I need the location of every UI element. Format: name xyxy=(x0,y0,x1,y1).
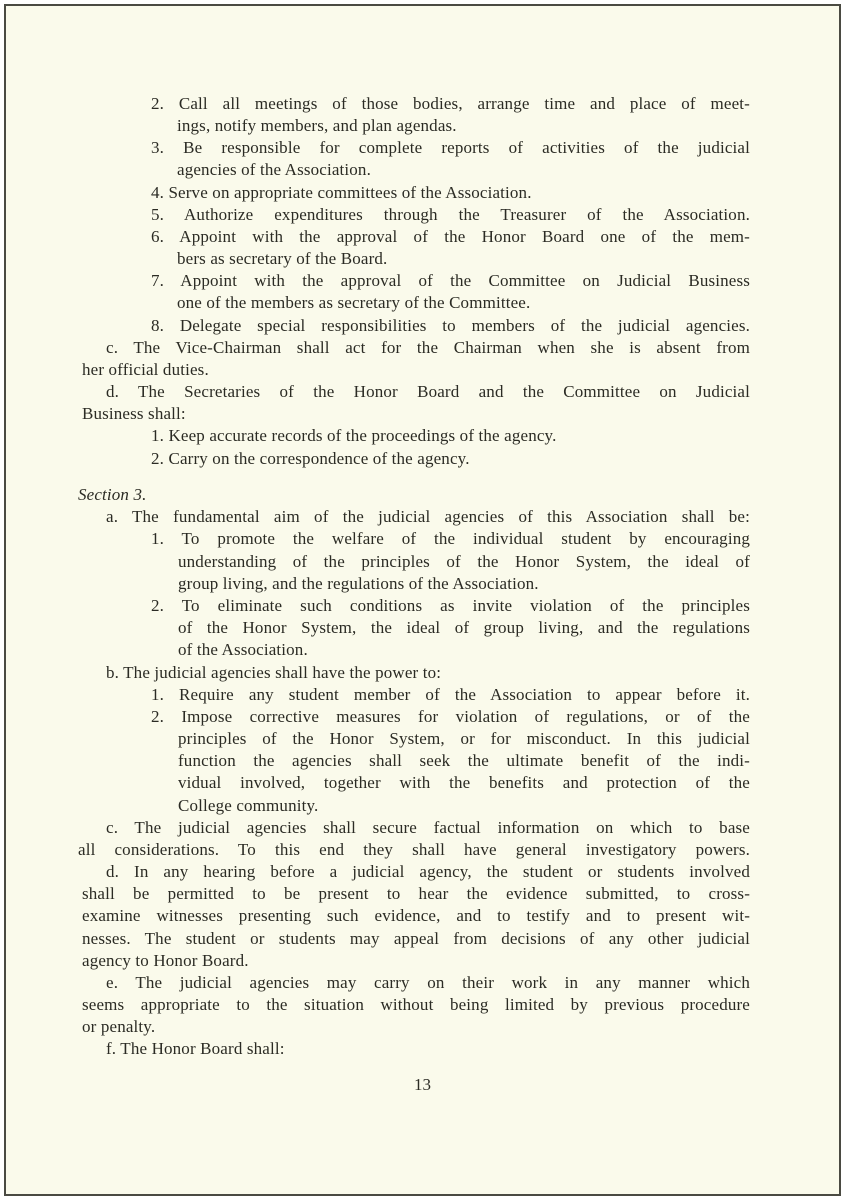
page-number: 13 xyxy=(414,1075,431,1094)
text-line: vidual involved, together with the benefits and protection of the xyxy=(178,773,750,792)
text-line: principles of the Honor System, or for misconduct. In this judicial xyxy=(178,729,750,748)
text-line: 7. Appoint with the approval of the Committee on Judicial Business xyxy=(151,271,750,290)
text-line: College community. xyxy=(178,796,319,815)
text-line: b. The judicial agencies shall have the power to: xyxy=(106,663,442,682)
text-line: function the agencies shall seek the ultimate benefit of the indi- xyxy=(178,751,750,770)
text-line: 1. To promote the welfare of the individual student by encouraging xyxy=(151,529,750,548)
text-line: 2. Call all meetings of those bodies, arrange time and place of meet- xyxy=(151,94,750,113)
text-line: understanding of the principles of the Honor System, the ideal of xyxy=(178,552,750,571)
text-line: f. The Honor Board shall: xyxy=(106,1039,285,1058)
text-line: 8. Delegate special responsibilities to members of the judicial agencies. xyxy=(151,316,750,335)
text-line: seems appropriate to the situation without being limited by previous procedure xyxy=(82,995,750,1014)
text-line: nesses. The student or students may appeal from decisions of any other judicial xyxy=(82,929,750,948)
text-line: c. The judicial agencies shall secure factual information on which to base xyxy=(106,818,750,837)
text-line: 1. Require any student member of the Association to appear before it. xyxy=(151,685,750,704)
text-line: or penalty. xyxy=(82,1017,156,1036)
text-line: e. The judicial agencies may carry on their work in any manner which xyxy=(106,973,750,992)
section-heading: Section 3. xyxy=(78,485,147,504)
text-line: 2. Carry on the correspondence of the agency. xyxy=(151,449,470,468)
text-line: her official duties. xyxy=(82,360,209,379)
text-line: one of the members as secretary of the Committee. xyxy=(177,293,531,312)
text-line: Business shall: xyxy=(82,404,186,423)
text-line: 2. To eliminate such conditions as invite violation of the principles xyxy=(151,596,750,615)
text-line: 5. Authorize expenditures through the Treasurer of the Association. xyxy=(151,205,750,224)
text-line: c. The Vice-Chairman shall act for the Chairman when she is absent from xyxy=(106,338,750,357)
text-line: a. The fundamental aim of the judicial agencies of this Association shall be: xyxy=(106,507,750,526)
text-line: 2. Impose corrective measures for violation of regulations, or of the xyxy=(151,707,750,726)
text-line: bers as secretary of the Board. xyxy=(177,249,388,268)
text-line: examine witnesses presenting such evidence, and to testify and to present wit- xyxy=(82,906,750,925)
text-line: 3. Be responsible for complete reports of activities of the judicial xyxy=(151,138,750,157)
text-line: ings, notify members, and plan agendas. xyxy=(177,116,457,135)
text-line: agency to Honor Board. xyxy=(82,951,249,970)
text-line: 1. Keep accurate records of the proceedings of the agency. xyxy=(151,426,557,445)
text-line: 4. Serve on appropriate committees of the Association. xyxy=(151,183,532,202)
text-line: d. The Secretaries of the Honor Board and the Committee on Judicial xyxy=(106,382,750,401)
text-line: of the Association. xyxy=(178,640,308,659)
text-line: group living, and the regulations of the Association. xyxy=(178,574,539,593)
text-line: of the Honor System, the ideal of group living, and the regulations xyxy=(178,618,750,637)
text-line: d. In any hearing before a judicial agency, the student or students involved xyxy=(106,862,750,881)
text-line: shall be permitted to be present to hear the evidence submitted, to cross- xyxy=(82,884,750,903)
text-line: agencies of the Association. xyxy=(177,160,371,179)
text-line: 6. Appoint with the approval of the Honor Board one of the mem- xyxy=(151,227,750,246)
document-page xyxy=(4,4,841,1196)
text-line: all considerations. To this end they shall have general investigatory powers. xyxy=(78,840,750,859)
